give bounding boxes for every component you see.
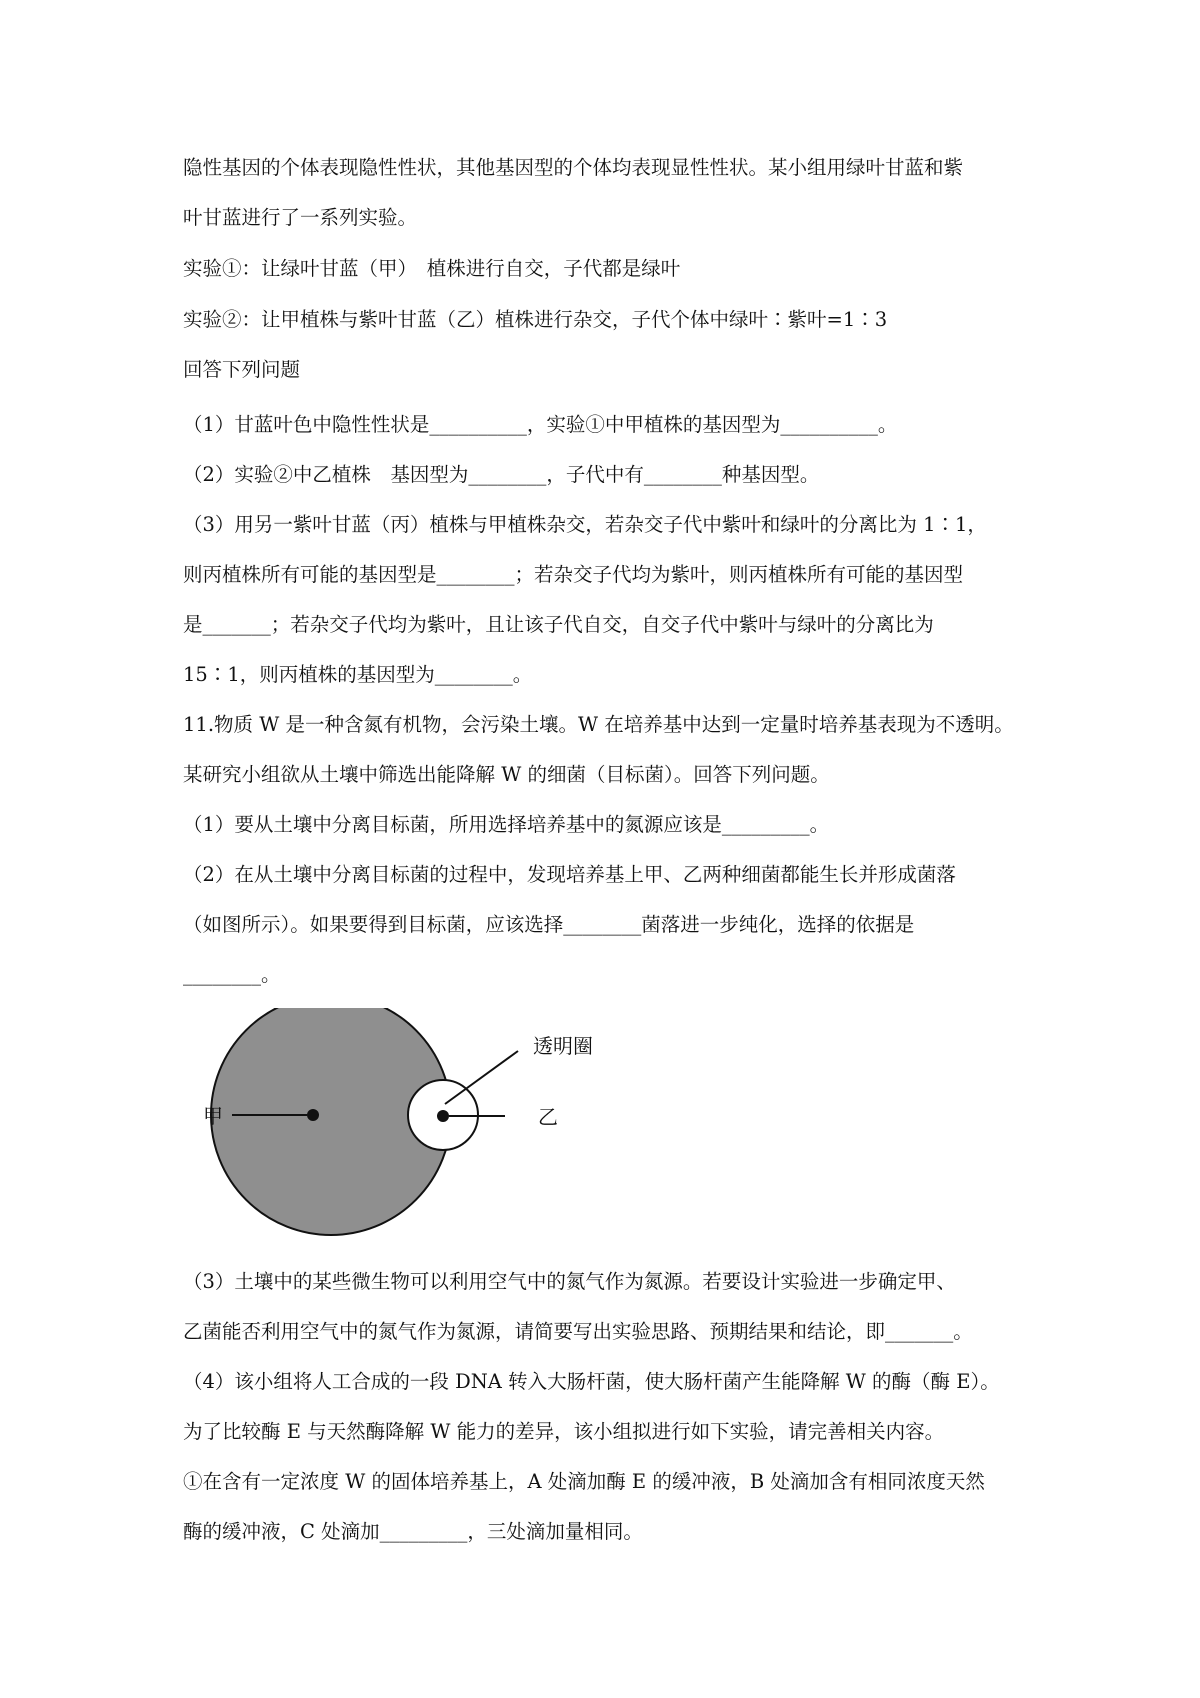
text-line: 实验②：让甲植株与紫叶甘蓝（乙）植株进行杂交，子代个体中绿叶∶紫叶=1∶3 xyxy=(183,308,888,331)
label-yi: 乙 xyxy=(538,1105,558,1129)
petri-dish-figure xyxy=(200,1008,630,1238)
question-line: 酶的缓冲液，C 处滴加_________，三处滴加量相同。 xyxy=(183,1520,643,1543)
question-line: ________。 xyxy=(183,963,281,986)
label-halo: 透明圈 xyxy=(533,1034,593,1058)
question-line: （4）该小组将人工合成的一段 DNA 转入大肠杆菌，使大肠杆菌产生能降解 W 的酶（酶 E）。 xyxy=(183,1370,1000,1393)
text-line: 回答下列问题 xyxy=(183,358,301,381)
question-line: （3）用另一紫叶甘蓝（丙）植株与甲植株杂交，若杂交子代中紫叶和绿叶的分离比为 1∶1， xyxy=(183,513,987,536)
question-line: 乙菌能否利用空气中的氮气作为氮源，请简要写出实验思路、预期结果和结论，即_______。 xyxy=(183,1320,973,1343)
question-line: 11.物质 W 是一种含氮有机物，会污染土壤。W 在培养基中达到一定量时培养基表现为不透明。 xyxy=(183,713,1014,736)
question-line: （1）要从土壤中分离目标菌，所用选择培养基中的氮源应该是_________。 xyxy=(183,813,830,836)
colony-jia-dot xyxy=(307,1109,319,1121)
label-jia: 甲 xyxy=(203,1104,223,1128)
question-line: 则丙植株所有可能的基因型是________；若杂交子代均为紫叶，则丙植株所有可能的基因型 xyxy=(183,563,964,586)
question-line: 15∶1，则丙植株的基因型为________。 xyxy=(183,663,533,686)
question-line: （2）实验②中乙植株 基因型为________，子代中有________种基因型。 xyxy=(183,463,820,486)
question-line: 某研究小组欲从土壤中筛选出能降解 W 的细菌（目标菌）。回答下列问题。 xyxy=(183,763,830,786)
petri-dish-diagram xyxy=(200,1008,630,1238)
text-line: 隐性基因的个体表现隐性性状，其他基因型的个体均表现显性性状。某小组用绿叶甘蓝和紫 xyxy=(183,156,964,179)
question-line: （2）在从土壤中分离目标菌的过程中，发现培养基上甲、乙两种细菌都能生长并形成菌落 xyxy=(183,863,956,886)
question-line: ①在含有一定浓度 W 的固体培养基上，A 处滴加酶 E 的缓冲液，B 处滴加含有相同浓度天然 xyxy=(183,1470,985,1493)
text-line: 叶甘蓝进行了一系列实验。 xyxy=(183,206,418,229)
question-line: 是_______；若杂交子代均为紫叶，且让该子代自交，自交子代中紫叶与绿叶的分离比为 xyxy=(183,613,934,636)
question-line: 为了比较酶 E 与天然酶降解 W 能力的差异，该小组拟进行如下实验，请完善相关内容。 xyxy=(183,1420,945,1443)
question-line: （3）土壤中的某些微生物可以利用空气中的氮气作为氮源。若要设计实验进一步确定甲、 xyxy=(183,1270,956,1293)
question-line: （1）甘蓝叶色中隐性性状是__________，实验①中甲植株的基因型为__________。 xyxy=(183,413,898,436)
question-line: （如图所示）。如果要得到目标菌，应该选择________菌落进一步纯化，选择的依据是 xyxy=(183,913,915,936)
colony-yi-dot xyxy=(437,1110,449,1122)
text-line: 实验①：让绿叶甘蓝（甲） 植株进行自交，子代都是绿叶 xyxy=(183,257,681,280)
halo-pointer-line xyxy=(445,1051,518,1104)
